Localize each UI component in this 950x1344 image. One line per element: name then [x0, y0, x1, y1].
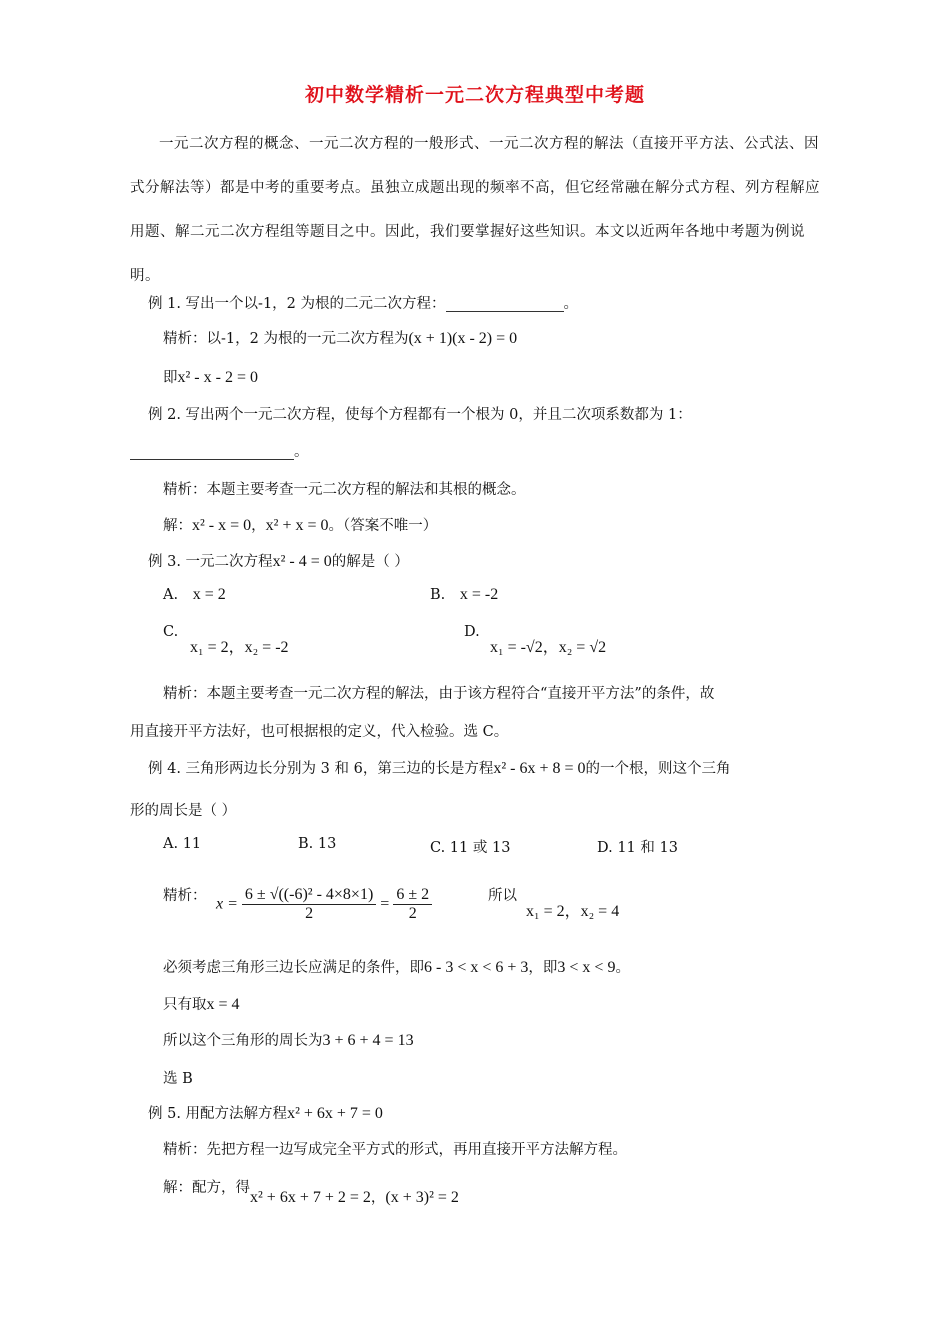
equation: x² - x - 2 = 0: [177, 369, 258, 386]
solution-prefix: 解：: [163, 518, 192, 534]
example-5-analysis: 精析：先把方程一边写成完全平方式的形式，再用直接开平方法解方程。: [163, 1142, 627, 1158]
question-suffix: 的解是（ ）: [331, 554, 409, 570]
example-2-blank-line: [130, 440, 309, 461]
equation: x² + 6x + 7 = 0: [287, 1105, 383, 1122]
option-a: A. 11: [163, 836, 202, 852]
triangle-condition: [163, 956, 630, 977]
answer-choice: 选 B: [163, 1071, 193, 1087]
question-text: 例 5. 用配方法解方程: [148, 1106, 288, 1122]
example-1-analysis: [163, 327, 517, 348]
option-c-label: C.: [163, 624, 179, 640]
perimeter-text: 所以这个三角形的周长为: [163, 1033, 323, 1049]
fraction-2: [393, 886, 432, 923]
roots: x₁ = 2，x₂ = 4: [526, 903, 620, 920]
result-prefix: 即: [163, 370, 178, 386]
solution-prefix: 解：配方，得: [163, 1180, 250, 1196]
option-c: C. 11 或 13: [430, 840, 511, 856]
option-c-value: x₁ = 2，x₂ = -2: [190, 639, 289, 656]
question-text: 例 4. 三角形两边长分别为 3 和 6，第三边的长是方程: [148, 761, 494, 777]
example-5-solution: [163, 1176, 459, 1206]
example-1-result: [163, 366, 258, 387]
fraction-numerator: 6 ± √((-6)² - 4×8×1): [242, 886, 376, 905]
intro-paragraph: 一元二次方程的概念、一元二次方程的一般形式、一元二次方程的解法（直接开平方法、公式法、因式分解法等）都是中考的重要考点。虽独立成题出现的频率不高，但它经常融在解分式方程、列方程解应用题、解二元二次方程组等题目之中。因此，我们要掌握好这些知识。本文以近两年各地中考题为例说明。: [130, 136, 820, 284]
example-2-question: 例 2. 写出两个一元二次方程，使每个方程都有一个根为 0，并且二次项系数都为 1：: [148, 407, 692, 423]
equation: x² - 6x + 8 = 0: [493, 760, 586, 777]
option-value: x = -2: [459, 586, 499, 603]
solution-suffix: 。（答案不唯一）: [328, 518, 438, 534]
fraction-1: [242, 886, 376, 923]
inequality: 6 - 3 < x < 6 + 3: [424, 959, 529, 976]
fraction-denominator: 2: [408, 905, 417, 922]
equation: x = 4: [206, 996, 240, 1013]
equation: 3 + 6 + 4 = 13: [322, 1032, 414, 1049]
example-1-question: [148, 292, 578, 313]
page-title: 初中数学精析一元二次方程典型中考题: [304, 84, 645, 106]
fraction-numerator: 6 ± 2: [393, 886, 432, 905]
answer-blank: [446, 297, 564, 312]
example-2-end: 。: [294, 444, 309, 460]
condition-text: 必须考虑三角形三边长应满足的条件，即: [163, 960, 424, 976]
equation: (x + 1)(x - 2) = 0: [408, 330, 518, 347]
equals-sign: =: [380, 895, 390, 913]
option-value: x = 2: [192, 586, 226, 603]
quadratic-formula: [216, 886, 432, 923]
perimeter: [163, 1029, 414, 1050]
option-b: B. 13: [298, 836, 337, 852]
example-5-question: [148, 1102, 383, 1123]
equation: x² - 4 = 0: [272, 553, 332, 570]
example-1-end: 。: [563, 296, 579, 312]
example-1-text: 例 1. 写出一个以-1，2 为根的二元二次方程：: [148, 296, 446, 312]
option-b: [430, 586, 498, 604]
example-2-analysis: 精析：本题主要考查一元二次方程的解法和其根的概念。: [163, 482, 526, 498]
question-text: 例 3. 一元二次方程: [148, 554, 273, 570]
question-suffix: 的一个根，则这个三角: [585, 761, 731, 777]
separator: ，: [370, 1190, 386, 1206]
so-label: 所以: [488, 888, 517, 904]
example-3-question: [148, 550, 409, 571]
example-4-question-2: 形的周长是（ ）: [130, 803, 237, 819]
example-3-analysis-2: 用直接开平方法好，也可根据根的定义，代入检验。选 C。: [130, 724, 509, 740]
formula-lhs: x =: [216, 895, 238, 913]
option-d-label: D.: [464, 624, 480, 640]
equation: x² - x = 0: [192, 517, 252, 534]
answer-blank: [130, 445, 294, 460]
example-3-analysis-1: 精析：本题主要考查一元二次方程的解法，由于该方程符合“直接开平方法”的条件，故: [163, 686, 715, 702]
equation: x² + x = 0: [265, 517, 329, 534]
example-4-question: [148, 757, 731, 778]
option-label: A.: [163, 587, 179, 603]
example-2-solution: [163, 514, 437, 535]
fraction-denominator: 2: [305, 905, 314, 922]
equation: x² + 6x + 7 + 2 = 2: [250, 1189, 371, 1206]
example-4-analysis-label: 精析：: [163, 888, 207, 904]
analysis-text: 精析：以-1，2 为根的一元二次方程为: [163, 331, 409, 347]
condition-mid: ，即: [528, 960, 558, 976]
condition-end: 。: [615, 960, 630, 976]
only-take: [163, 993, 240, 1014]
only-take-text: 只有取: [163, 997, 207, 1013]
equation: (x + 3)² = 2: [385, 1189, 459, 1206]
option-a: [163, 586, 226, 604]
option-d-value: x₁ = -√2，x₂ = √2: [490, 639, 607, 656]
option-label: B.: [430, 587, 446, 603]
inequality: 3 < x < 9: [557, 959, 616, 976]
separator: ，: [251, 518, 266, 534]
option-d: D. 11 和 13: [597, 840, 678, 856]
